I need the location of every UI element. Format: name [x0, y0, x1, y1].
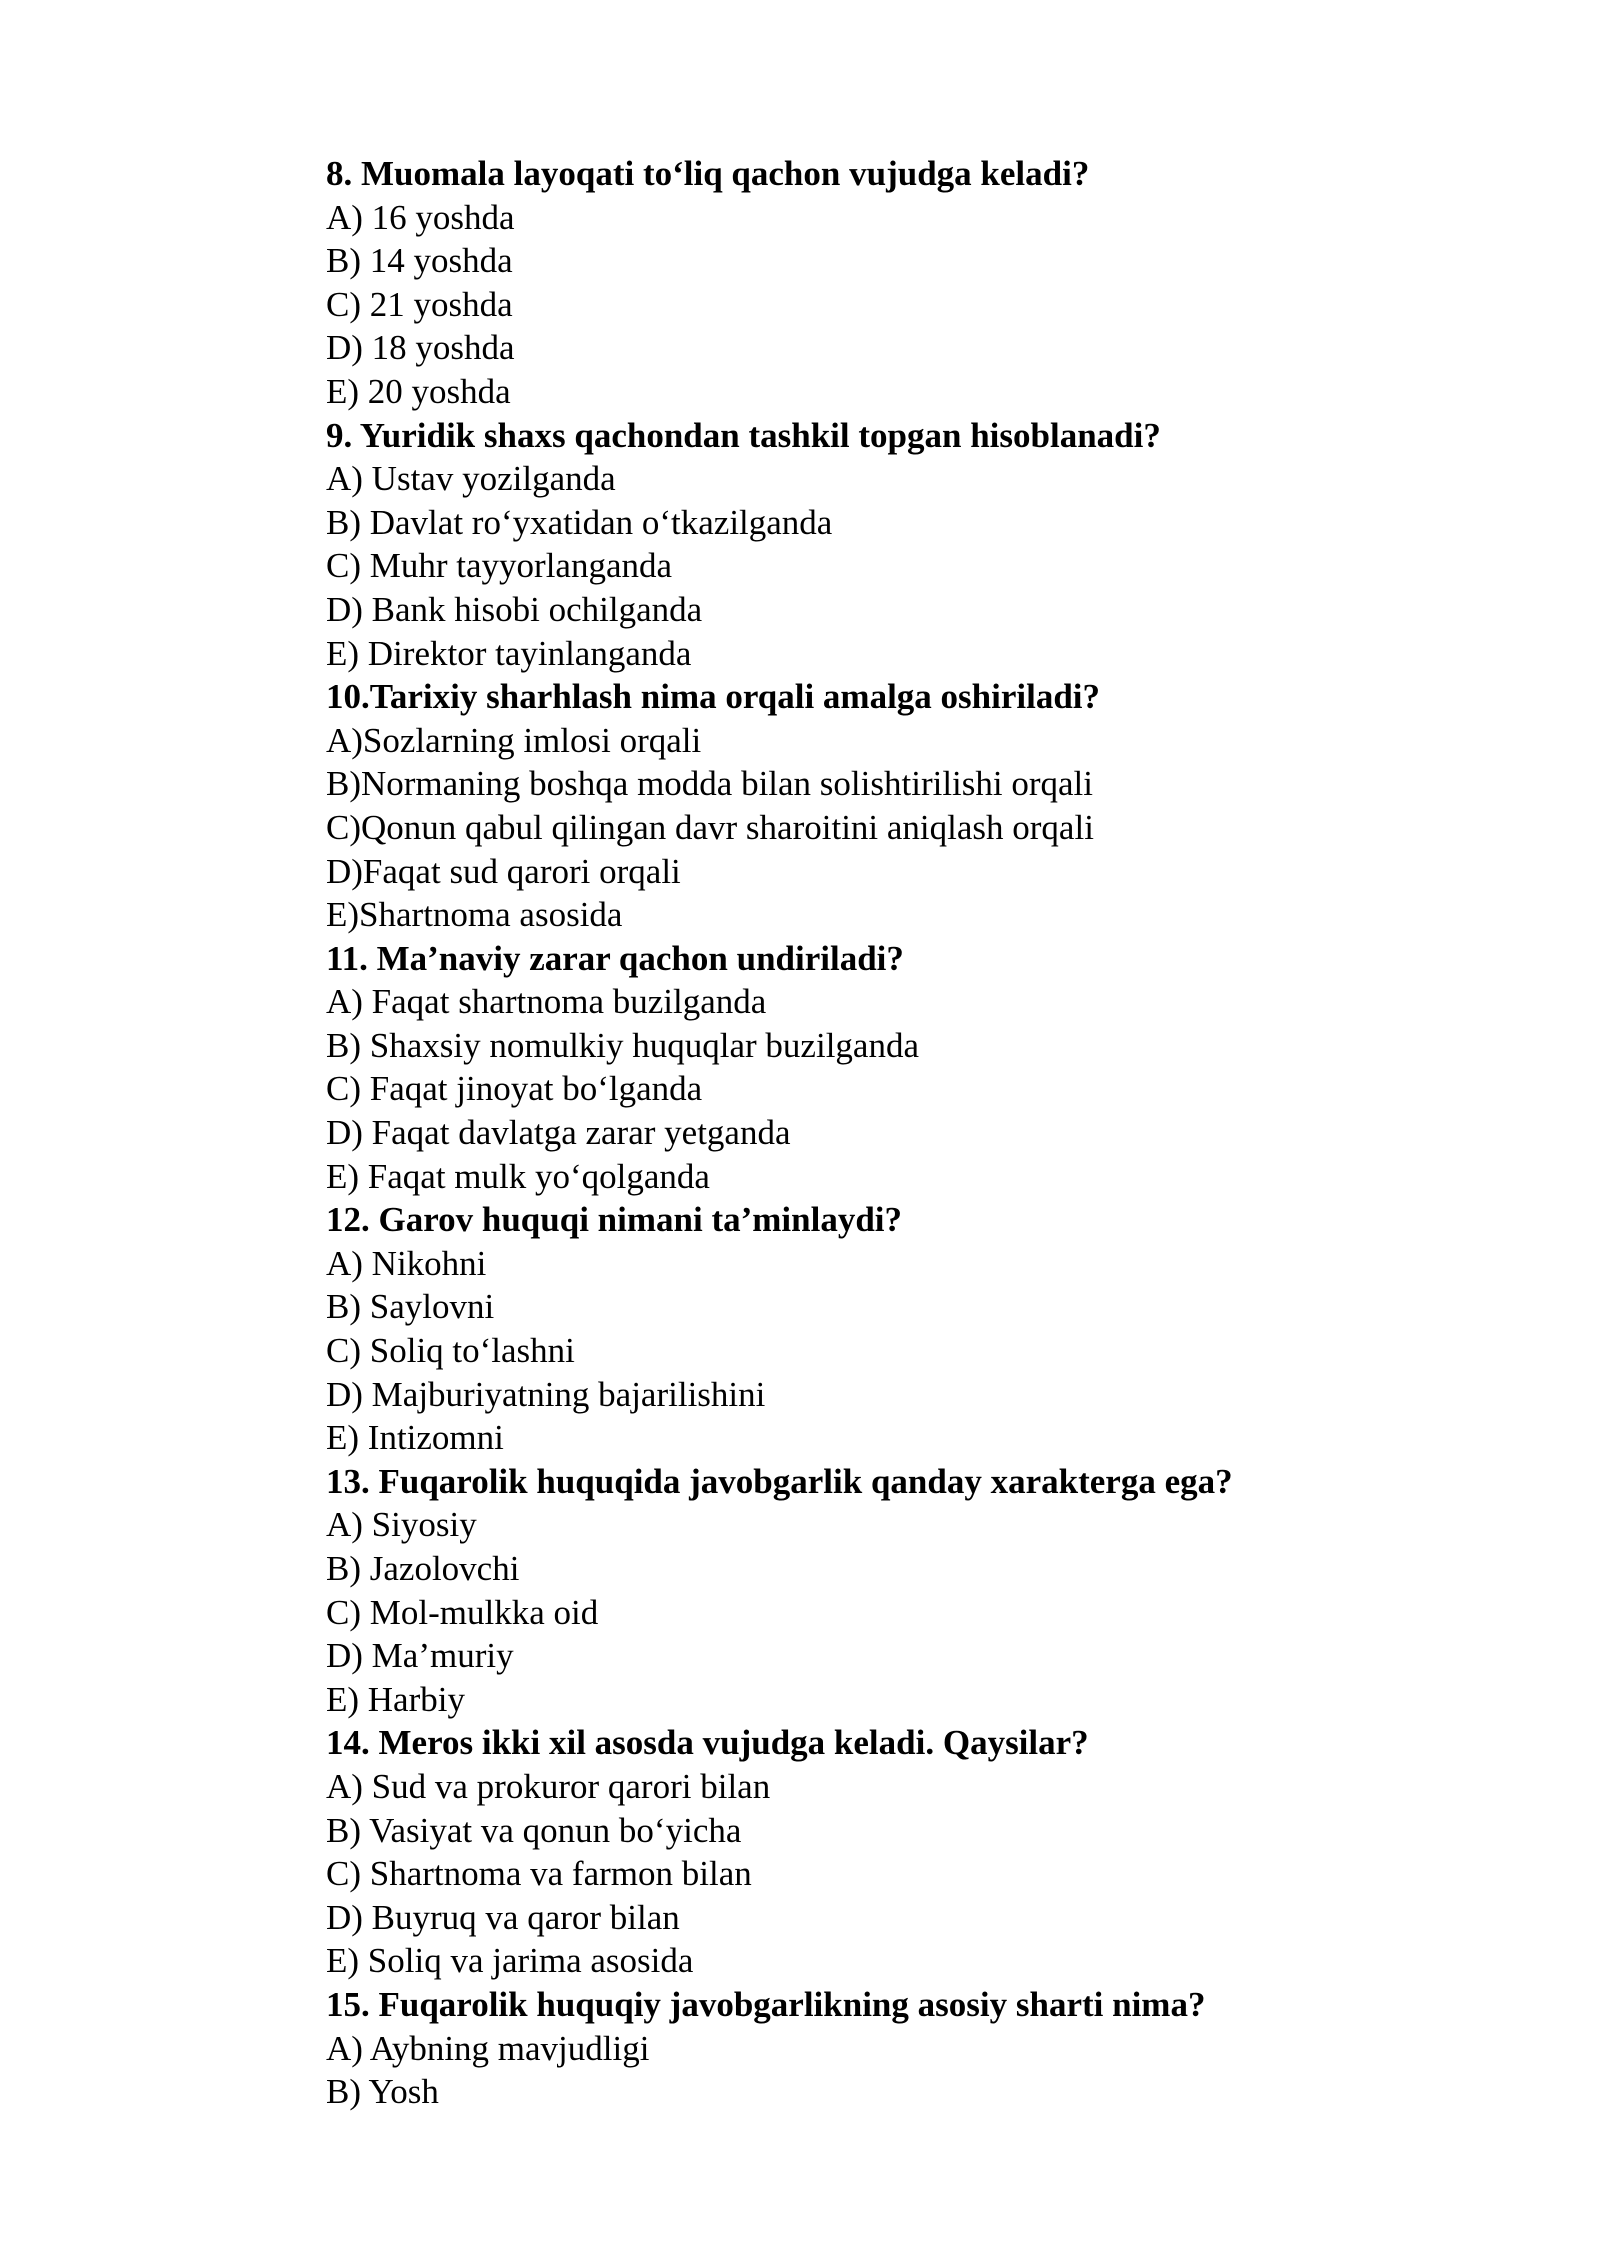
answer-option-a: A) Faqat shartnoma buzilganda: [326, 982, 767, 1022]
answer-option-a: A)Sozlarning imlosi orqali: [326, 720, 702, 760]
answer-option-a: A) Ustav yozilganda: [326, 459, 616, 499]
answer-option-c: C) Mol-mulkka oid: [326, 1592, 599, 1632]
question-text: 15. Fuqarolik huquqiy javobgarlikning asosiy sharti nima?: [326, 1984, 1206, 2024]
answer-option-b: B) Yosh: [326, 2072, 439, 2112]
answer-option-a: A) Sud va prokuror qarori bilan: [326, 1766, 771, 1806]
question-text: 10.Tarixiy sharhlash nima orqali amalga oshiriladi?: [326, 677, 1101, 717]
answer-option-d: D) Ma’muriy: [326, 1636, 514, 1676]
question-list: [326, 152, 1476, 2114]
answer-option-a: A) 16 yoshda: [326, 197, 515, 237]
question-text: 12. Garov huquqi nimani ta’minlaydi?: [326, 1200, 903, 1240]
question-text: 11. Ma’naviy zarar qachon undiriladi?: [326, 938, 904, 978]
answer-option-b: B) Davlat ro‘yxatidan o‘tkazilganda: [326, 502, 833, 542]
answer-option-a: A) Siyosiy: [326, 1505, 477, 1545]
question-14: [326, 1721, 1476, 1983]
question-15: [326, 1983, 1476, 2114]
answer-option-d: D) Buyruq va qaror bilan: [326, 1897, 680, 1937]
answer-option-c: C) 21 yoshda: [326, 284, 513, 324]
answer-option-e: E) Direktor tayinlanganda: [326, 633, 692, 673]
answer-option-e: E) Intizomni: [326, 1418, 504, 1458]
question-9: [326, 414, 1476, 676]
answer-option-a: A) Nikohni: [326, 1243, 487, 1283]
answer-option-c: C) Shartnoma va farmon bilan: [326, 1854, 752, 1894]
answer-option-d: D) 18 yoshda: [326, 328, 515, 368]
answer-option-d: D) Majburiyatning bajarilishini: [326, 1374, 766, 1414]
question-text: 14. Meros ikki xil asosda vujudga keladi. Qaysilar?: [326, 1723, 1089, 1763]
question-12: [326, 1198, 1476, 1460]
answer-option-d: D) Faqat davlatga zarar yetganda: [326, 1113, 791, 1153]
answer-option-c: C) Muhr tayyorlanganda: [326, 546, 673, 586]
answer-option-a: A) Aybning mavjudligi: [326, 2028, 650, 2068]
answer-option-e: E) Harbiy: [326, 1679, 465, 1719]
answer-option-d: D) Bank hisobi ochilganda: [326, 589, 703, 629]
question-text: 8. Muomala layoqati to‘liq qachon vujudga keladi?: [326, 154, 1090, 193]
answer-option-c: C) Faqat jinoyat bo‘lganda: [326, 1069, 703, 1109]
answer-option-e: E) Faqat mulk yo‘qolganda: [326, 1156, 710, 1196]
question-11: [326, 937, 1476, 1199]
answer-option-b: B) 14 yoshda: [326, 241, 513, 281]
question-text: 13. Fuqarolik huquqida javobgarlik qanday xarakterga ega?: [326, 1461, 1233, 1501]
answer-option-e: E) 20 yoshda: [326, 371, 511, 411]
answer-option-e: E) Soliq va jarima asosida: [326, 1941, 694, 1981]
answer-option-b: B) Vasiyat va qonun bo‘yicha: [326, 1810, 742, 1850]
answer-option-c: C)Qonun qabul qilingan davr sharoitini aniqlash orqali: [326, 807, 1094, 847]
answer-option-e: E)Shartnoma asosida: [326, 895, 623, 935]
answer-option-b: B) Saylovni: [326, 1287, 495, 1327]
question-text: 9. Yuridik shaxs qachondan tashkil topgan hisoblanadi?: [326, 415, 1161, 455]
question-10: [326, 675, 1476, 937]
question-8: [326, 152, 1476, 414]
answer-option-b: B) Jazolovchi: [326, 1549, 520, 1588]
answer-option-d: D)Faqat sud qarori orqali: [326, 851, 681, 891]
answer-option-c: C) Soliq to‘lashni: [326, 1331, 575, 1371]
answer-option-b: B)Normaning boshqa modda bilan solishtirilishi orqali: [326, 764, 1094, 804]
question-13: [326, 1460, 1476, 1722]
answer-option-b: B) Shaxsiy nomulkiy huquqlar buzilganda: [326, 1025, 919, 1065]
